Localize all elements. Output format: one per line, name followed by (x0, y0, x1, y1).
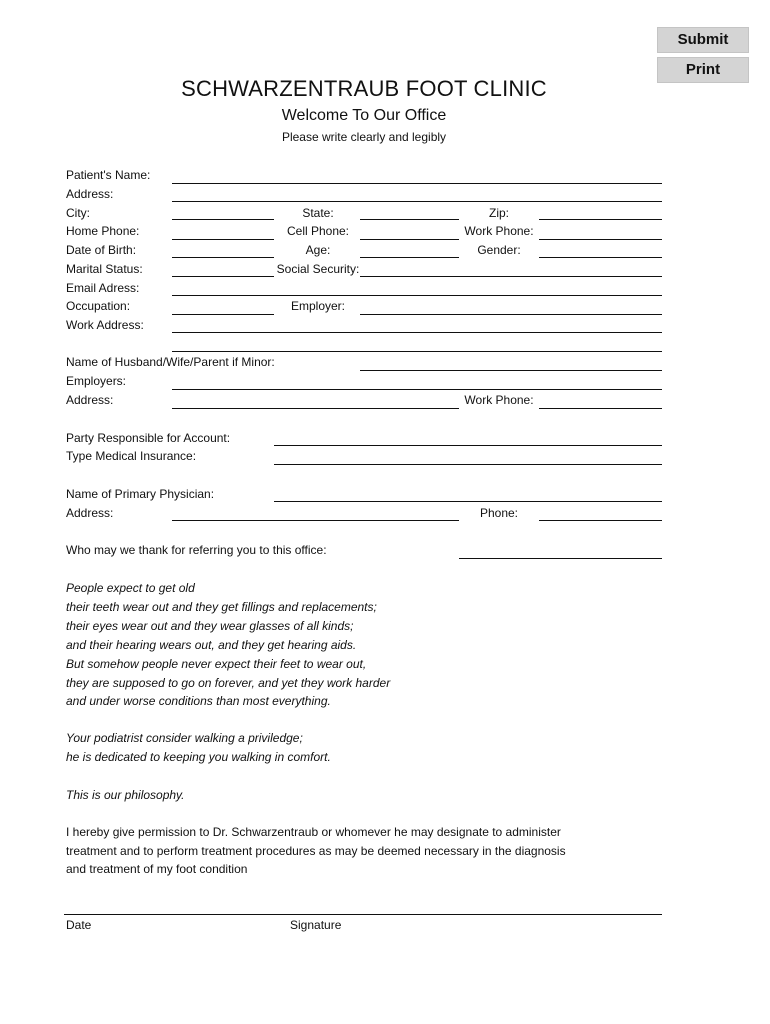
spouse-name-label: Name of Husband/Wife/Parent if Minor: (66, 355, 275, 369)
poem-line: and under worse conditions than most everything. (66, 694, 331, 709)
philosophy-statement (66, 786, 185, 805)
permission-statement (66, 823, 566, 879)
employer-field[interactable] (360, 314, 662, 315)
email-field[interactable] (172, 295, 662, 296)
poem-line: People expect to get old (66, 581, 195, 595)
form-instruction: Please write clearly and legibly (281, 130, 447, 144)
poem-line: But somehow people never expect their feet to wear out, (66, 656, 367, 671)
work-address-field-2[interactable] (172, 351, 662, 352)
form-title: SCHWARZENTRAUB FOOT CLINIC (181, 76, 547, 101)
poem-line: and their hearing wears out, and they get hearing aids. (66, 637, 357, 652)
address-label: Address: (66, 187, 114, 201)
philosophy-line: This is our philosophy. (66, 788, 185, 802)
podiatrist-line: Your podiatrist consider walking a priviledge; (66, 731, 303, 745)
work-phone-label: Work Phone: (464, 224, 534, 238)
physician-name-field[interactable] (274, 501, 662, 502)
poem-line: their eyes wear out and they wear glasses of all kinds; (66, 618, 354, 633)
physician-name-label: Name of Primary Physician: (66, 487, 215, 501)
physician-phone-label: Phone: (479, 506, 519, 520)
physician-address-field[interactable] (172, 520, 459, 521)
dob-label: Date of Birth: (66, 243, 137, 257)
date-label: Date (66, 918, 92, 932)
dob-field[interactable] (172, 257, 274, 258)
gender-label: Gender: (477, 243, 521, 257)
permission-line: treatment and to perform treatment procedures as may be deemed necessary in the diagnosis (66, 843, 566, 858)
submit-button[interactable]: Submit (657, 27, 749, 53)
zip-label: Zip: (488, 206, 510, 220)
signature-label: Signature (290, 918, 342, 932)
patient-name-label: Patient's Name: (66, 168, 151, 182)
home-phone-field[interactable] (172, 239, 274, 240)
state-field[interactable] (360, 219, 459, 220)
permission-line: I hereby give permission to Dr. Schwarzentraub or whomever he may designate to administer (66, 825, 561, 839)
podiatrist-line: he is dedicated to keeping you walking in comfort. (66, 749, 331, 764)
patient-name-field[interactable] (172, 183, 662, 184)
referral-field[interactable] (459, 558, 662, 559)
spouse-work-phone-field[interactable] (539, 408, 662, 409)
city-field[interactable] (172, 219, 274, 220)
gender-field[interactable] (539, 257, 662, 258)
work-phone-field[interactable] (539, 239, 662, 240)
age-field[interactable] (360, 257, 459, 258)
party-responsible-label: Party Responsible for Account: (66, 431, 231, 445)
spouse-work-phone-label: Work Phone: (464, 393, 534, 407)
medical-insurance-field[interactable] (274, 464, 662, 465)
marital-status-field[interactable] (172, 276, 274, 277)
physician-address-label: Address: (66, 506, 114, 520)
physician-phone-field[interactable] (539, 520, 662, 521)
medical-insurance-label: Type Medical Insurance: (66, 449, 197, 463)
social-security-label: Social Security: (276, 262, 360, 276)
spouse-address-label: Address: (66, 393, 114, 407)
cell-phone-label: Cell Phone: (286, 224, 350, 238)
address-field[interactable] (172, 201, 662, 202)
cell-phone-field[interactable] (360, 239, 459, 240)
zip-field[interactable] (539, 219, 662, 220)
poem-line: they are supposed to go on forever, and yet they work harder (66, 675, 391, 690)
occupation-label: Occupation: (66, 299, 131, 313)
poem-line: their teeth wear out and they get fillings and replacements; (66, 599, 377, 614)
city-label: City: (66, 206, 90, 220)
employers-label: Employers: (66, 374, 127, 388)
philosophy-poem (66, 579, 390, 711)
state-label: State: (302, 206, 334, 220)
work-address-field[interactable] (172, 332, 662, 333)
print-button[interactable]: Print (657, 57, 749, 83)
signature-line[interactable] (64, 914, 662, 915)
party-responsible-field[interactable] (274, 445, 662, 446)
spouse-name-field[interactable] (360, 370, 662, 371)
social-security-field[interactable] (360, 276, 662, 277)
employer-label: Employer: (290, 299, 346, 313)
permission-line: and treatment of my foot condition (66, 862, 248, 876)
email-label: Email Adress: (66, 281, 140, 295)
age-label: Age: (305, 243, 331, 257)
work-address-label: Work Address: (66, 318, 144, 332)
spouse-address-field[interactable] (172, 408, 459, 409)
employers-field[interactable] (172, 389, 662, 390)
referral-label: Who may we thank for referring you to this office: (66, 543, 327, 557)
home-phone-label: Home Phone: (66, 224, 140, 238)
podiatrist-statement (66, 729, 331, 767)
form-subtitle: Welcome To Our Office (281, 107, 447, 124)
occupation-field[interactable] (172, 314, 274, 315)
marital-status-label: Marital Status: (66, 262, 143, 276)
